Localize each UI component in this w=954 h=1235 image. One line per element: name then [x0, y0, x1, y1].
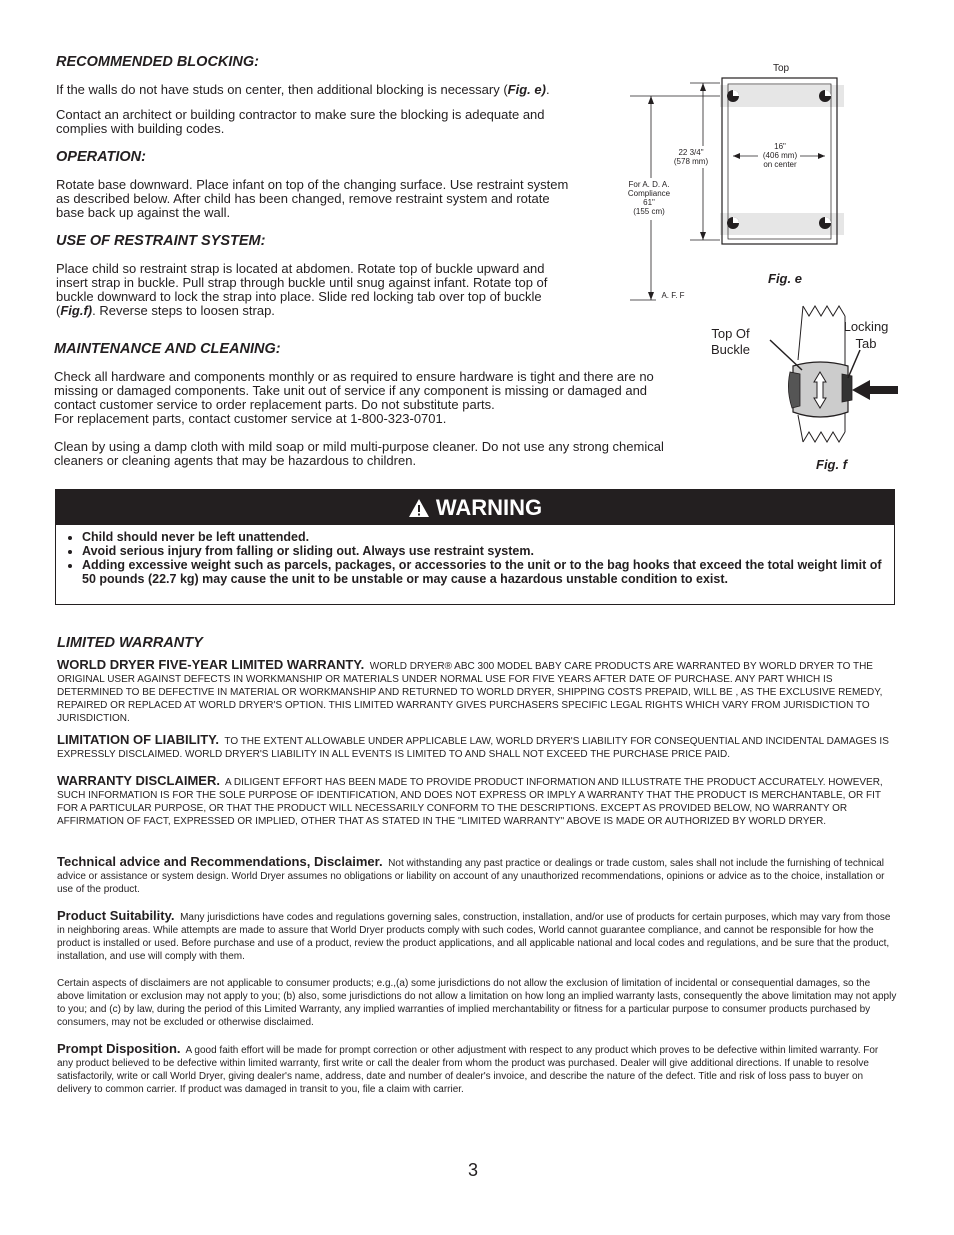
warranty-section-five-year: WORLD DRYER FIVE-YEAR LIMITED WARRANTY. WORLD DRYER® ABC 300 MODEL BABY CARE PRODUCTS ARE WARRANTED BY WORLD DRYER TO THE ORIGINAL USER AGAINST DEFECTS IN WORKMANSHIP OR MATERIALS UNDER NORMAL USE FOR FIVE YEARS AFTER DATE OF PURCHASE. ANY PART WHICH IS DETERMINED TO BE DEFECTIVE IN MATERIAL OR WORKMANSHIP AND RETURNED TO WORLD DRYER, SHIPPING COSTS PREPAID, WILL BE , AS THE EXCLUSIVE REMEDY, REPAIRED OR REPLACED AT WORLD DRYER'S OPTION. THIS LIMITED WARRANTY GIVES PURCHASERS SPECIFIC LEGAL RIGHTS WHICH VARY FROM JURISDICTION TO JURISDICTION.	[57, 657, 883, 724]
maintenance-heading: MAINTENANCE AND CLEANING:	[54, 341, 281, 357]
fig-e-top-label: Top	[772, 63, 790, 74]
fig-e-width-dim: 16" (406 mm) on center	[762, 142, 798, 169]
warning-triangle-icon	[408, 498, 430, 518]
warranty-section-liability: LIMITATION OF LIABILITY. TO THE EXTENT ALLOWABLE UNDER APPLICABLE LAW, WORLD DRYER'S LIABILITY FOR CONSEQUENTIAL AND INCIDENTAL DAMAGES IS EXPRESSLY DISCLAIMED. WORLD DRYER'S LIABILITY IN ALL EVENTS IS LIMITED TO AND SHALL NOT EXCEED THE PURCHASE PRICE PAID.	[57, 732, 889, 760]
fig-f-diagram	[700, 300, 930, 460]
blocking-paragraph-2: Contact an architect or building contractor to make sure the blocking is adequate and complies with building codes.	[56, 107, 545, 136]
operation-text: Rotate base downward. Place infant on top of the changing surface. Use restraint system as described below. After child has been changed, remove restraint system and rotate base back up against the wall.	[56, 177, 569, 220]
fig-f-caption: Fig. f	[816, 457, 848, 472]
warning-item: • Child should never be left unattended.	[82, 530, 884, 544]
fig-e-height-dim: 22 3/4" (578 mm)	[673, 148, 709, 166]
warning-box	[55, 489, 895, 605]
restraint-text: Place child so restraint strap is located at abdomen. Rotate top of buckle upward and insert strap in buckle. Pull strap through buckle until snug against infant. Rotate top of buckle downward to lock the strap into place. Slide red locking tab over top of buckle (Fig.f). Reverse steps to loosen strap.	[56, 261, 548, 318]
warning-item: • Avoid serious injury from falling or sliding out. Always use restraint system.	[82, 544, 884, 558]
maintenance-paragraph-1: Check all hardware and components monthly or as required to ensure hardware is tight and there are no missing or damaged components. Take unit out of service if any component is missing or damaged and contact customer service to order replacement parts. Do not substitute parts. For replacement parts, contact customer service at 1-800-323-0701.	[54, 369, 654, 426]
fig-f-locking-tab-label: Locking Tab	[843, 319, 889, 351]
warranty-heading: LIMITED WARRANTY	[57, 635, 203, 651]
blocking-heading: RECOMMENDED BLOCKING:	[56, 54, 259, 70]
fig-e-caption: Fig. e	[768, 271, 802, 286]
page-number: 3	[468, 1160, 479, 1180]
fig-e-ada-label: For A. D. A. Compliance 61" (155 cm)	[620, 180, 678, 216]
warning-header	[56, 490, 894, 525]
blocking-paragraph-1: If the walls do not have studs on center, then additional blocking is necessary (Fig. e).	[56, 82, 550, 97]
maintenance-paragraph-2: Clean by using a damp cloth with mild soap or mild multi-purpose cleaner. Do not use any strong chemical cleaners or cleaning agents that may be hazardous to children.	[54, 439, 664, 468]
warning-title: WARNING	[435, 494, 543, 520]
warranty-section-disclaimer: WARRANTY DISCLAIMER. A DILIGENT EFFORT HAS BEEN MADE TO PROVIDE PRODUCT INFORMATION AND ILLUSTRATE THE PRODUCT ACCURATELY. HOWEVER, SUCH INFORMATION IS FOR THE SOLE PURPOSE OF IDENTIFICATION, AND DOES NOT EXPRESS OR IMPLY A WARRANTY THAT THE PRODUCT IS MERCHANTABLE, OR FIT FOR A PARTICULAR PURPOSE, OR THAT THE PRODUCT WILL NECESSARILY CONFORM TO THE DESCRIPTIONS. EXCEPT AS PROVIDED BELOW, NO WARRANTY OR AFFIRMATION OF FACT, EXPRESSED OR IMPLIED, OTHER THAT AS STATED IN THE "LIMITED WARRANTY" ABOVE IS MADE OR AUTHORIZED BY WORLD DRYER.	[57, 773, 883, 827]
warranty-section-product-suitability: Product Suitability. Many jurisdictions have codes and regulations governing sales, construction, installation, and/or use of products for certain purposes, which may vary from those in neighboring areas. While attempts are made to assure that World Dryer products comply with such codes, World cannot guarantee compliance, and cannot be responsible for how the product is installed or used. Before purchase and use of a product, review the product applications, and all applicable national and local codes and regulations, and be sure that the product, installation, and use will comply with them.	[57, 908, 891, 962]
warranty-section-technical-advice: Technical advice and Recommendations, Disclaimer. Not withstanding any past practice or dealings or trade custom, sales shall not include the furnishing of technical advice or assistance or system design. World Dryer assumes no obligations or liability on account of any unauthorized recommendations, opinions or advice as to the choice, installation or use of the product.	[57, 854, 885, 895]
fig-e-aff-label: A. F. F	[661, 291, 685, 300]
fig-e-diagram	[620, 60, 860, 310]
warning-list	[56, 530, 894, 586]
warning-item: • Adding excessive weight such as parcels, packages, or accessories to the unit or to the bag hooks that exceed the total weight limit of 50 pounds (22.7 kg) may cause the unit to be unstable or may cause a hazardous unstable condition to exist.	[82, 558, 884, 586]
warranty-section-prompt-disposition: Prompt Disposition. A good faith effort will be made for prompt correction or other adjustment with respect to any product which proves to be defective within limited warranty. For any product believed to be defective within limited warranty, first write or call the dealer from whom the product was purchased. Dealer will give additional directions. If unable to resolve satisfactorily, write or call World Dryer, giving dealer's name, address, date and number of dealer's invoice, and describe the nature of the defect. Title and risk of loss pass to buyer on delivery to common carrier. If product was damaged in transit to you, file a claim with carrier.	[57, 1041, 879, 1095]
fig-f-top-of-buckle-label: Top Of Buckle	[711, 326, 751, 357]
restraint-heading: USE OF RESTRAINT SYSTEM:	[56, 233, 266, 249]
operation-heading: OPERATION:	[56, 149, 146, 165]
warranty-section-consumer-products: Certain aspects of disclaimers are not applicable to consumer products; e.g.,(a) some jurisdictions do not allow the exclusion of limitation of incidental or consequential damages, so the above limitation or exclusion may not apply to you; (b) also, some jurisdictions do not allow a limitation on how long an implied warranty lasts, consequently the above limitation may not apply to you; and (c) by law, during the period of this Limited Warranty, any implied warranties of implied merchantability or fitness for a particular purpose to consumer products purchased by consumers, may not be excluded or otherwise disclaimed.	[57, 978, 897, 1028]
fig-f-drawing	[700, 300, 930, 460]
